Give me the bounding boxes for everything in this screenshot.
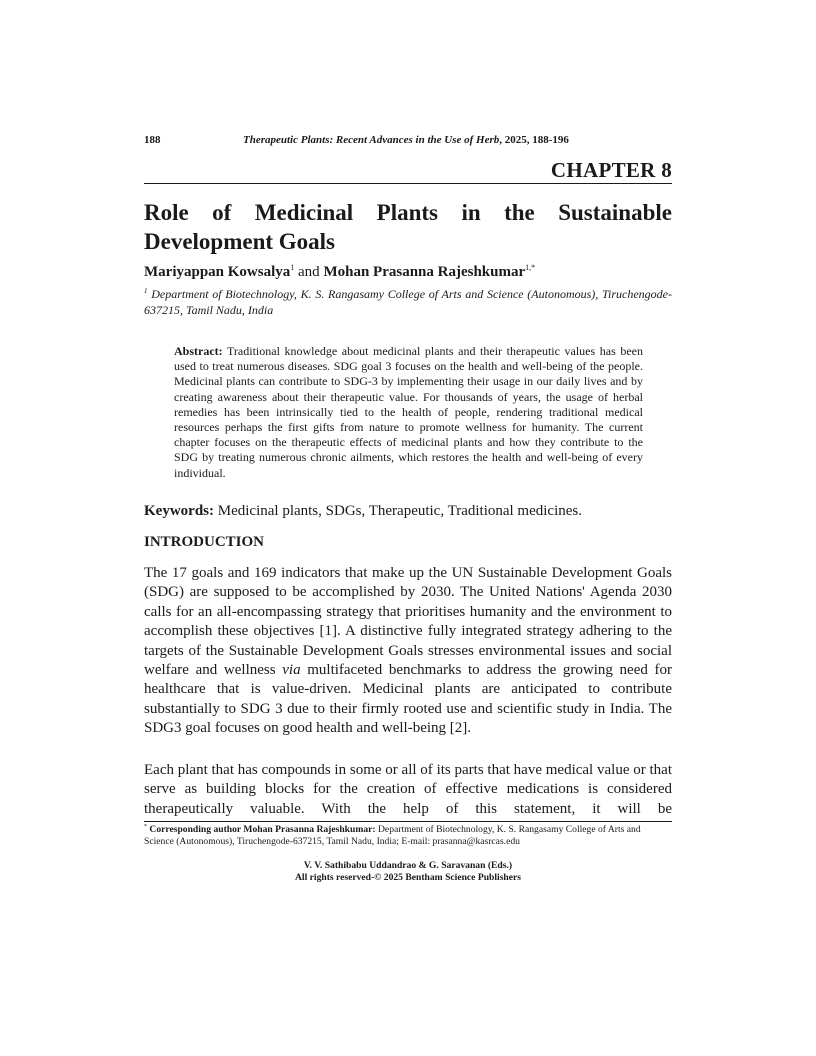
title-line-2: Development Goals (144, 229, 336, 254)
introduction-heading: INTRODUCTION (144, 534, 265, 550)
abstract-text: Traditional knowledge about medicinal plants and their therapeutic values has been used to treat numerous diseases. SDG goal 3 focuses on the health and well-being of the people. Medicinal plants can contribute to SDG-3 by implementing their usage in our daily lives and by creating awareness about their therapeutic value. For thousands of years, the usage of herbal remedies has been intrinsically tied to the health of people, rendering traditional medical resources perhaps the first gifts from nature to promote wellness for humanity. The current chapter focuses on the therapeutic effects of medicinal plants and how they contribute to the SDG by treating numerous chronic ailments, which restores the health and well-being of every individual. (174, 344, 643, 480)
journal-title: Therapeutic Plants: Recent Advances in the Use of Herb (243, 134, 500, 146)
keywords-label: Keywords: (144, 503, 214, 519)
body-paragraph-1 (144, 564, 672, 739)
authors (144, 263, 672, 281)
abstract (174, 344, 643, 481)
footnote-text: Department of Biotechnology, K. S. Rangasamy College of Arts and Science (Autonomous), Tiruchengode-637215, Tamil Nadu, India; E-mail: prasanna@kasrcas.edu (144, 824, 641, 847)
author-1-affiliation-mark: 1 (290, 263, 295, 272)
paragraph-1-text-a: The 17 goals and 169 indicators that make up the UN Sustainable Development Goals (SDG) are supposed to be accomplished by 2030. The United Nations' Agenda 2030 calls for an all-encompassing strategy that prioritises humanity and the environment to accomplish these objectives [1]. A distinctive fully integrated strategy adhering to the targets of the Sustainable Development Goals stresses environmental issues and social welfare and wellness (144, 565, 672, 679)
affiliation (144, 286, 672, 318)
journal-info: , 2025, 188-196 (499, 134, 569, 146)
header-rule (144, 183, 672, 184)
title-word: Sustainable (558, 200, 672, 225)
title-word: Plants (376, 200, 438, 225)
affiliation-mark: 1 (144, 287, 148, 295)
affiliation-text: Department of Biotechnology, K. S. Rangasamy College of Arts and Science (Autonomous), Tiruchengode-637215, Tamil Nadu, India (144, 287, 672, 317)
footnote (144, 824, 672, 848)
title-line-1 (144, 198, 672, 227)
editors-line: V. V. Sathibabu Uddandrao & G. Saravanan (Eds.) (303, 860, 513, 871)
running-head (144, 134, 672, 150)
author-1: Mariyappan Kowsalya (144, 264, 291, 280)
author-2-affiliation-mark: 1,* (525, 263, 536, 272)
italic-via: via (282, 662, 301, 679)
title-word: the (504, 200, 535, 225)
keywords (144, 502, 672, 520)
journal-citation (243, 134, 569, 146)
title-word: in (461, 200, 481, 225)
corresponding-author-label: Corresponding author Mohan Prasanna Rajeshkumar: (149, 824, 376, 835)
page-number: 188 (144, 134, 161, 146)
paragraph-1-text-b: multifaceted benchmarks to address the growing need for healthcare that is value-driven. Medicinal plants are anticipated to contribute substantially to SDG 3 due to their firmly rooted use and scientific study in India. The SDG3 goal focuses on good health and well-being [2]. (144, 662, 673, 737)
title-word: of (212, 200, 232, 225)
title-word: Medicinal (254, 200, 354, 225)
keywords-text: Medicinal plants, SDGs, Therapeutic, Traditional medicines. (214, 503, 582, 519)
footnote-rule (144, 821, 672, 822)
copyright-line: All rights reserved-© 2025 Bentham Science Publishers (294, 872, 522, 883)
chapter-title (144, 198, 672, 256)
editors-block (144, 860, 672, 884)
chapter-label: CHAPTER 8 (550, 158, 672, 182)
body-paragraph-2: Each plant that has compounds in some or all of its parts that have medical value or that serve as building blocks for the creation of effective medications is considered therapeutically valuable. With the help of this statement, it will be (144, 762, 672, 817)
footnote-mark: * (144, 824, 147, 830)
author-2: Mohan Prasanna Rajeshkumar (323, 264, 526, 280)
abstract-label: Abstract: (174, 344, 223, 358)
title-word: Role (144, 200, 189, 225)
author-connector: and (294, 264, 324, 280)
